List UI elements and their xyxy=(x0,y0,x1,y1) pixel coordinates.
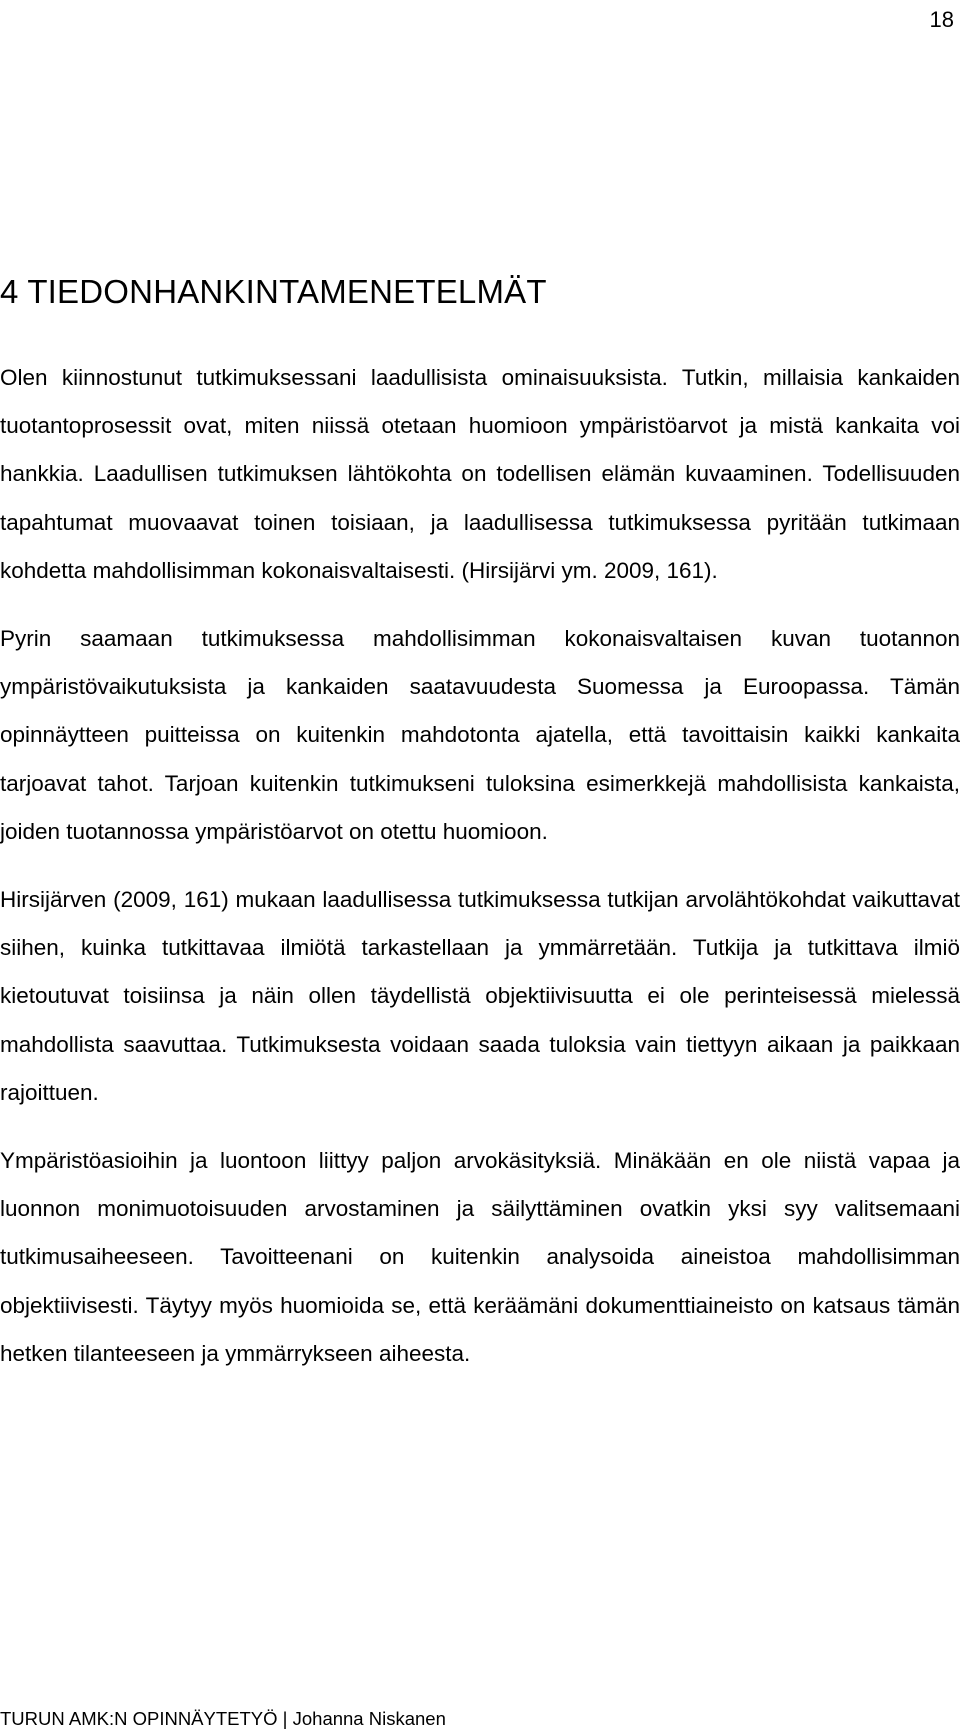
paragraph-research-scope: Pyrin saamaan tutkimuksessa mahdollisimman kokonaisvaltaisen kuvan tuotannon ympäristövaikutuksista ja kankaiden saatavuudesta Suomessa ja Euroopassa. Tämän opinnäytteen puitteissa on kuitenkin mahdotonta ajatella, että tavoittaisin kaikki kankaita tarjoavat tahot. Tarjoan kuitenkin tutkimukseni tuloksina esimerkkejä mahdollisista kankaista, joiden tuotannossa ympäristöarvot on otettu huomioon. xyxy=(0,626,960,844)
chapter-heading: 4 TIEDONHANKINTAMENETELMÄT xyxy=(0,273,547,310)
page-number: 18 xyxy=(929,7,954,32)
paragraph-researcher-values: Hirsijärven (2009, 161) mukaan laadullisessa tutkimuksessa tutkijan arvolähtökohdat vaikuttavat siihen, kuinka tutkittavaa ilmiötä tarkastellaan ja ymmärretään. Tutkija ja tutkittava ilmiö kietoutuvat toisiinsa ja näin ollen täydellistä objektiivisuutta ei ole perinteisessä mielessä mahdollista saavuttaa. Tutkimuksesta voidaan saada tuloksia vain tiettyyn aikaan ja paikkaan rajoittuen. xyxy=(0,887,960,1105)
body-text xyxy=(0,354,960,1398)
paragraph-research-approach: Olen kiinnostunut tutkimuksessani laadullisista ominaisuuksista. Tutkin, millaisia kankaiden tuotantoprosessit ovat, miten niissä otetaan huomioon ympäristöarvot ja mistä kankaita voi hankkia. Laadullisen tutkimuksen lähtökohta on todellisen elämän kuvaaminen. Todellisuuden tapahtumat muovaavat toinen toisiaan, ja laadullisessa tutkimuksessa pyritään tutkimaan kohdetta mahdollisimman kokonaisvaltaisesti. (Hirsijärvi ym. 2009, 161). xyxy=(0,365,960,583)
paragraph-objectivity: Ympäristöasioihin ja luontoon liittyy paljon arvokäsityksiä. Minäkään en ole niistä vapaa ja luonnon monimuotoisuuden arvostaminen ja säilyttäminen ovatkin yksi syy valitsemaani tutkimusaiheeseen. Tavoitteenani on kuitenkin analysoida aineistoa mahdollisimman objektiivisesti. Täytyy myös huomioida se, että keräämäni dokumenttiaineisto on katsaus tämän hetken tilanteeseen ja ymmärrykseen aiheesta. xyxy=(0,1148,960,1366)
page-footer: TURUN AMK:N OPINNÄYTETYÖ | Johanna Niskanen xyxy=(0,1708,446,1729)
